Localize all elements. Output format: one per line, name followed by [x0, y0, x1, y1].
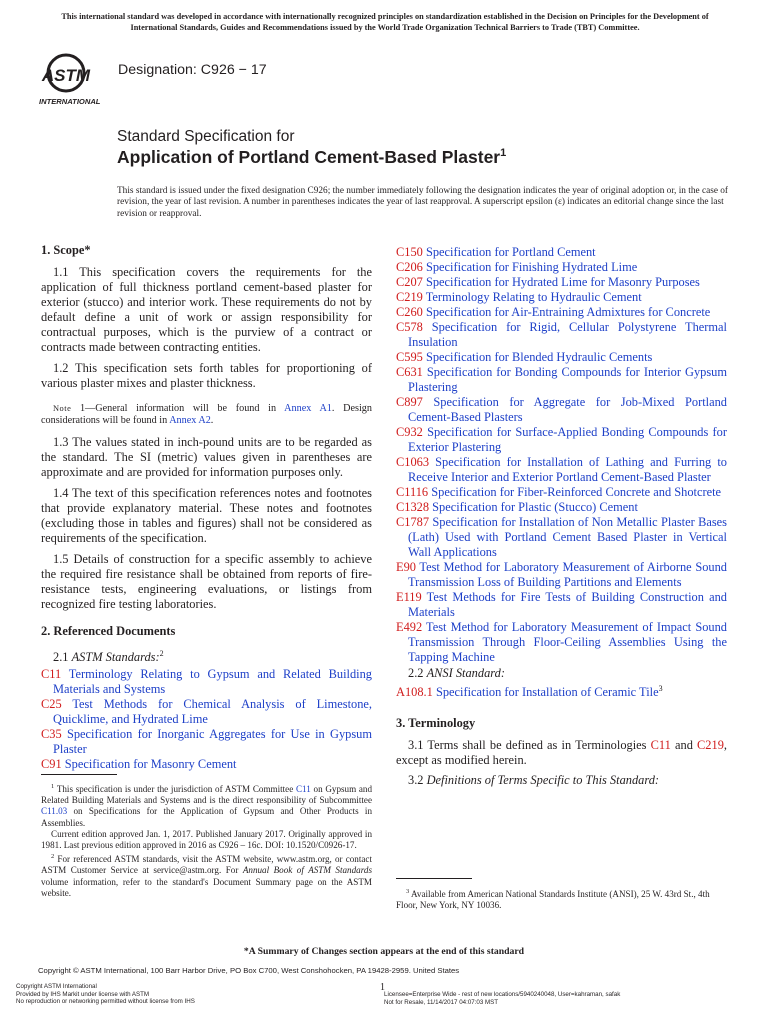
note-1 — [41, 403, 372, 428]
ref-title[interactable]: Specification for Fiber-Reinforced Concrete and Shotcrete — [431, 485, 722, 499]
ref-code[interactable]: C25 — [41, 696, 62, 711]
ref-title[interactable]: Specification for Hydrated Lime for Masonry Purposes — [425, 275, 700, 289]
ref-title[interactable]: Specification for Bonding Compounds for Interior Gypsum Plastering — [408, 365, 727, 394]
footnote-3-text: Available from American National Standards Institute (ANSI), 25 W. 43rd St., 4th Floor, New York, NY 10036. — [396, 889, 710, 911]
ref-code[interactable]: C219 — [396, 290, 423, 304]
note-text-a: 1—General information will be found in — [71, 403, 285, 414]
reference-item[interactable] — [41, 667, 372, 697]
footnote-divider-left — [41, 774, 117, 775]
ref-title[interactable]: Test Methods for Fire Tests of Building Construction and Materials — [408, 590, 727, 619]
reference-item[interactable] — [41, 697, 372, 727]
ref-code[interactable]: A108.1 — [396, 685, 433, 700]
para-1-1: 1.1 This specification covers the requirements for the application of full thickness portland cement-based plaster for exterior (stucco) and interior work. These requirements do not by default define a unit of work or assign responsibility for contractual purposes, which is the purview of a contract or contracts made between contracting entities. — [41, 265, 372, 354]
c219-link[interactable]: C219 — [697, 738, 724, 753]
footnote-2-italic: Annual Book of ASTM Standards — [242, 865, 372, 876]
ref-title[interactable]: Test Method for Laboratory Measurement of Airborne Sound Transmission Loss of Building Partitions and Elements — [408, 560, 727, 589]
logo-text: ASTM — [41, 66, 91, 85]
para-3-2-number: 3.2 — [408, 773, 427, 788]
ref-title[interactable]: Terminology Relating to Hydraulic Cement — [425, 290, 642, 304]
para-3-1-text-b: and — [670, 738, 698, 753]
annex-a2-link[interactable]: Annex A2 — [169, 415, 211, 427]
ref-code[interactable]: E90 — [396, 560, 416, 574]
reference-item[interactable] — [396, 515, 727, 560]
reference-item[interactable] — [396, 455, 727, 485]
ref-title[interactable]: Specification for Finishing Hydrated Lime — [425, 260, 638, 274]
left-reference-list — [41, 667, 372, 772]
referenced-documents-heading: 2. Referenced Documents — [41, 623, 176, 638]
ref-code[interactable]: C1787 — [396, 515, 430, 529]
license-right-line-1: Licensee=Enterprise Wide - rest of new locations/5940240048, User=kahraman, safak — [384, 991, 621, 998]
astm-label-text: ASTM Standards: — [71, 649, 160, 664]
note-text-c: . — [210, 415, 214, 427]
ref-code[interactable]: C260 — [396, 305, 423, 319]
logo-subtext: INTERNATIONAL — [39, 97, 101, 106]
reference-item[interactable] — [396, 305, 727, 320]
reference-item[interactable] — [396, 620, 727, 665]
license-right-line-2: Not for Resale, 11/14/2017 04:07:03 MST — [384, 998, 499, 1006]
terminology-heading: 3. Terminology — [396, 716, 476, 731]
ref-code[interactable]: C207 — [396, 275, 423, 289]
license-info-right — [384, 991, 620, 1006]
ref-code[interactable]: C595 — [396, 350, 423, 364]
reference-item[interactable] — [396, 365, 727, 395]
ref-title[interactable]: Terminology Relating to Gypsum and Related Building Materials and Systems — [53, 666, 372, 696]
note-label: Note — [53, 404, 72, 413]
astm-label-number: 2.1 — [53, 649, 72, 664]
reference-item[interactable] — [396, 290, 727, 305]
license-left-line-1: Copyright ASTM International — [16, 983, 97, 990]
footnote-2-text-b: volume information, refer to the standard's Document Summary page on the ASTM website. — [41, 876, 372, 898]
footnotes-left — [41, 781, 372, 899]
para-3-1 — [396, 738, 727, 768]
ref-code[interactable]: C150 — [396, 245, 423, 259]
page-number: 1 — [380, 982, 385, 993]
c11-link[interactable]: C11 — [650, 738, 671, 753]
footnote-2-text-a: For referenced ASTM standards, visit the ASTM website, www.astm.org, or contact ASTM Customer Service at service@astm.org. For — [41, 854, 372, 876]
reference-item[interactable] — [396, 350, 727, 365]
reference-item[interactable] — [396, 245, 727, 260]
para-3-2 — [396, 773, 727, 788]
astm-logo — [38, 49, 110, 107]
right-reference-list — [396, 245, 727, 665]
footnote-2: $^2$ For referenced ASTM standards, visit the ASTM website, www.astm.org, or contact ASTM Customer Service at service@astm.org. For Annual Book of ASTM Standards volume information, refer to the standard's Document Summary page on the ASTM website. — [41, 853, 372, 898]
para-3-1-text-c: , except as modified herein. — [396, 738, 728, 768]
summary-of-changes-note: *A Summary of Changes section appears at the end of this standard — [243, 946, 525, 957]
ansi-reference[interactable] — [396, 681, 727, 700]
right-column — [396, 245, 727, 788]
ref-title[interactable]: Specification for Rigid, Cellular Polystyrene Thermal Insulation — [408, 320, 727, 349]
footnote-3: $^3$ Available from American National Standards Institute (ANSI), 25 W. 43rd St., 4th Floor, New York, NY 10036. — [396, 888, 710, 911]
ref-title[interactable]: Specification for Inorganic Aggregates for Use in Gypsum Plaster — [53, 726, 372, 756]
footnote-1-text-b: on Gypsum and Related Building Materials and Systems and is the direct responsibility of Subcommittee — [41, 784, 372, 806]
para-1-5: 1.5 Details of construction for a specific assembly to achieve the required fire resistance shall be obtained from reports of fire-resistance tests, engineering evaluations, or listings from recognized fire testing laboratories. — [41, 551, 372, 611]
ref-title[interactable]: Specification for Plastic (Stucco) Cement — [432, 500, 638, 514]
license-left-line-2: Provided by IHS Markit under license with ASTM — [16, 990, 150, 998]
footnote-1-text-c: on Specifications for the Application of Gypsum and Other Products in Assemblies. — [41, 806, 372, 828]
committee-c11-link[interactable]: C11 — [295, 784, 311, 795]
astm-standards-label — [41, 646, 372, 665]
left-column — [41, 243, 372, 772]
para-1-3: 1.3 The values stated in inch-pound units are to be regarded as the standard. The SI (metric) values given in parentheses are approximate and are provided for information purposes only. — [41, 434, 372, 479]
ref-title[interactable]: Specification for Installation of Non Metallic Plaster Bases (Lath) Used with Portland Cement Based Plaster in Vertical Wall Applications — [408, 515, 727, 559]
ref-code[interactable]: C91 — [41, 756, 62, 771]
ansi-label-number: 2.2 — [408, 666, 427, 680]
footnote-1-text-a: This specification is under the jurisdiction of ASTM Committee — [56, 784, 296, 795]
subcommittee-c11-03-link[interactable]: C11.03 — [41, 806, 68, 817]
intro-paragraph: This standard is issued under the fixed designation C926; the number immediately following the designation indicates the year of original adoption or, in the case of revision, the year of last revision. A number in parentheses indicates the year of last reapproval. A superscript epsilon (ε) indicates an editorial change since the last revision or reapproval. — [117, 186, 729, 219]
title-line1: Standard Specification for — [117, 128, 295, 145]
ref-title[interactable]: Specification for Aggregate for Job-Mixed Portland Cement-Based Plasters — [408, 395, 727, 424]
note-text-b: . Design considerations will be found in — [41, 403, 372, 427]
scope-heading: 1. Scope* — [41, 243, 91, 257]
copyright-line: Copyright © ASTM International, 100 Barr Harbor Drive, PO Box C700, West Conshohocken, PA 19428-2959. United States — [38, 966, 460, 975]
ref-code[interactable]: C631 — [396, 365, 423, 379]
ref-title[interactable]: Specification for Installation of Ceramic Tile — [435, 685, 659, 700]
title-footnote-mark[interactable]: 1 — [500, 147, 507, 160]
ref-title[interactable]: Specification for Installation of Lathing and Furring to Receive Interior and Exterior Portland Cement-Based Plaster — [408, 455, 727, 484]
ref-code[interactable]: C35 — [41, 726, 62, 741]
reference-item[interactable] — [396, 425, 727, 455]
ansi-standard-label — [396, 666, 727, 681]
license-left-line-3: No reproduction or networking permitted without license from IHS — [16, 998, 195, 1006]
astm-label-footnote[interactable]: 2 — [159, 648, 164, 658]
annex-a1-link[interactable]: Annex A1 — [284, 403, 332, 414]
page-title — [117, 147, 506, 168]
ansi-footnote-mark[interactable]: 3 — [658, 684, 663, 693]
ref-code[interactable]: C897 — [396, 395, 423, 409]
ref-code[interactable]: C1328 — [396, 500, 430, 514]
license-info-left — [16, 983, 195, 1006]
reference-item[interactable] — [396, 500, 727, 515]
ref-code[interactable]: C11 — [41, 666, 62, 681]
reference-item[interactable] — [41, 727, 372, 757]
ref-title[interactable]: Specification for Blended Hydraulic Cements — [425, 350, 653, 364]
ref-code[interactable]: E492 — [396, 620, 423, 634]
ref-code[interactable]: C932 — [396, 425, 423, 439]
ref-title[interactable]: Test Methods for Chemical Analysis of Limestone, Quicklime, and Hydrated Lime — [53, 696, 373, 726]
top-notice: This international standard was developed in accordance with internationally recognized principles on standardization established in the Decision on Principles for the Development of International Standards, Guides and Recommendations issued by the World Trade Organization Technical Barriers to Trade (TBT) Committee. — [61, 12, 709, 32]
reference-item[interactable] — [41, 757, 372, 772]
footnote-1-edition: Current edition approved Jan. 1, 2017. Published January 2017. Originally approved in 1981. Last previous edition approved in 2016 as C926 – 16c. DOI: 10.1520/C0926-17. — [41, 828, 372, 851]
reference-item[interactable] — [396, 560, 727, 590]
ref-code[interactable]: C578 — [396, 320, 423, 334]
reference-item[interactable] — [396, 395, 727, 425]
ref-code[interactable]: E119 — [396, 590, 422, 604]
reference-item[interactable] — [396, 320, 727, 350]
reference-item[interactable] — [396, 260, 727, 275]
designation: Designation: C926 − 17 — [118, 62, 267, 78]
footnote-1: $^1$ This specification is under the jurisdiction of ASTM Committee C11 on Gypsum and Related Building Materials and Systems and is the direct responsibility of Subcommittee C11.03 on Specifications for the Application of Gypsum and Other Products in Assemblies. — [41, 783, 372, 828]
reference-item[interactable] — [396, 275, 727, 290]
para-1-2: 1.2 This specification sets forth tables for proportioning of various plaster mixes and plaster thickness. — [41, 361, 372, 390]
ref-title[interactable]: Specification for Surface-Applied Bonding Compounds for Exterior Plastering — [408, 425, 727, 454]
ref-code[interactable]: C1063 — [396, 455, 430, 469]
ref-title[interactable]: Specification for Masonry Cement — [64, 756, 237, 771]
title-text: Application of Portland Cement-Based Plaster — [117, 147, 501, 167]
para-3-2-text: Definitions of Terms Specific to This Standard: — [426, 773, 660, 788]
ref-code[interactable]: C1116 — [396, 485, 429, 499]
ref-title[interactable]: Specification for Air-Entraining Admixtures for Concrete — [425, 305, 711, 319]
ref-title[interactable]: Specification for Portland Cement — [425, 245, 596, 259]
para-3-1-text-a: 3.1 Terms shall be defined as in Terminologies — [408, 738, 651, 753]
para-1-4: 1.4 The text of this specification references notes and footnotes that provide explanatory material. These notes and footnotes (excluding those in tables and figures) shall not be considered as requirements of the specification. — [41, 485, 372, 545]
ansi-label-text: ANSI Standard: — [426, 666, 505, 680]
ref-code[interactable]: C206 — [396, 260, 423, 274]
reference-item[interactable] — [396, 485, 727, 500]
footnote-divider-right — [396, 878, 472, 879]
reference-item[interactable] — [396, 590, 727, 620]
ref-title[interactable]: Test Method for Laboratory Measurement of Impact Sound Transmission Through Floor-Ceiling Assemblies Using the Tapping Machine — [408, 620, 727, 664]
